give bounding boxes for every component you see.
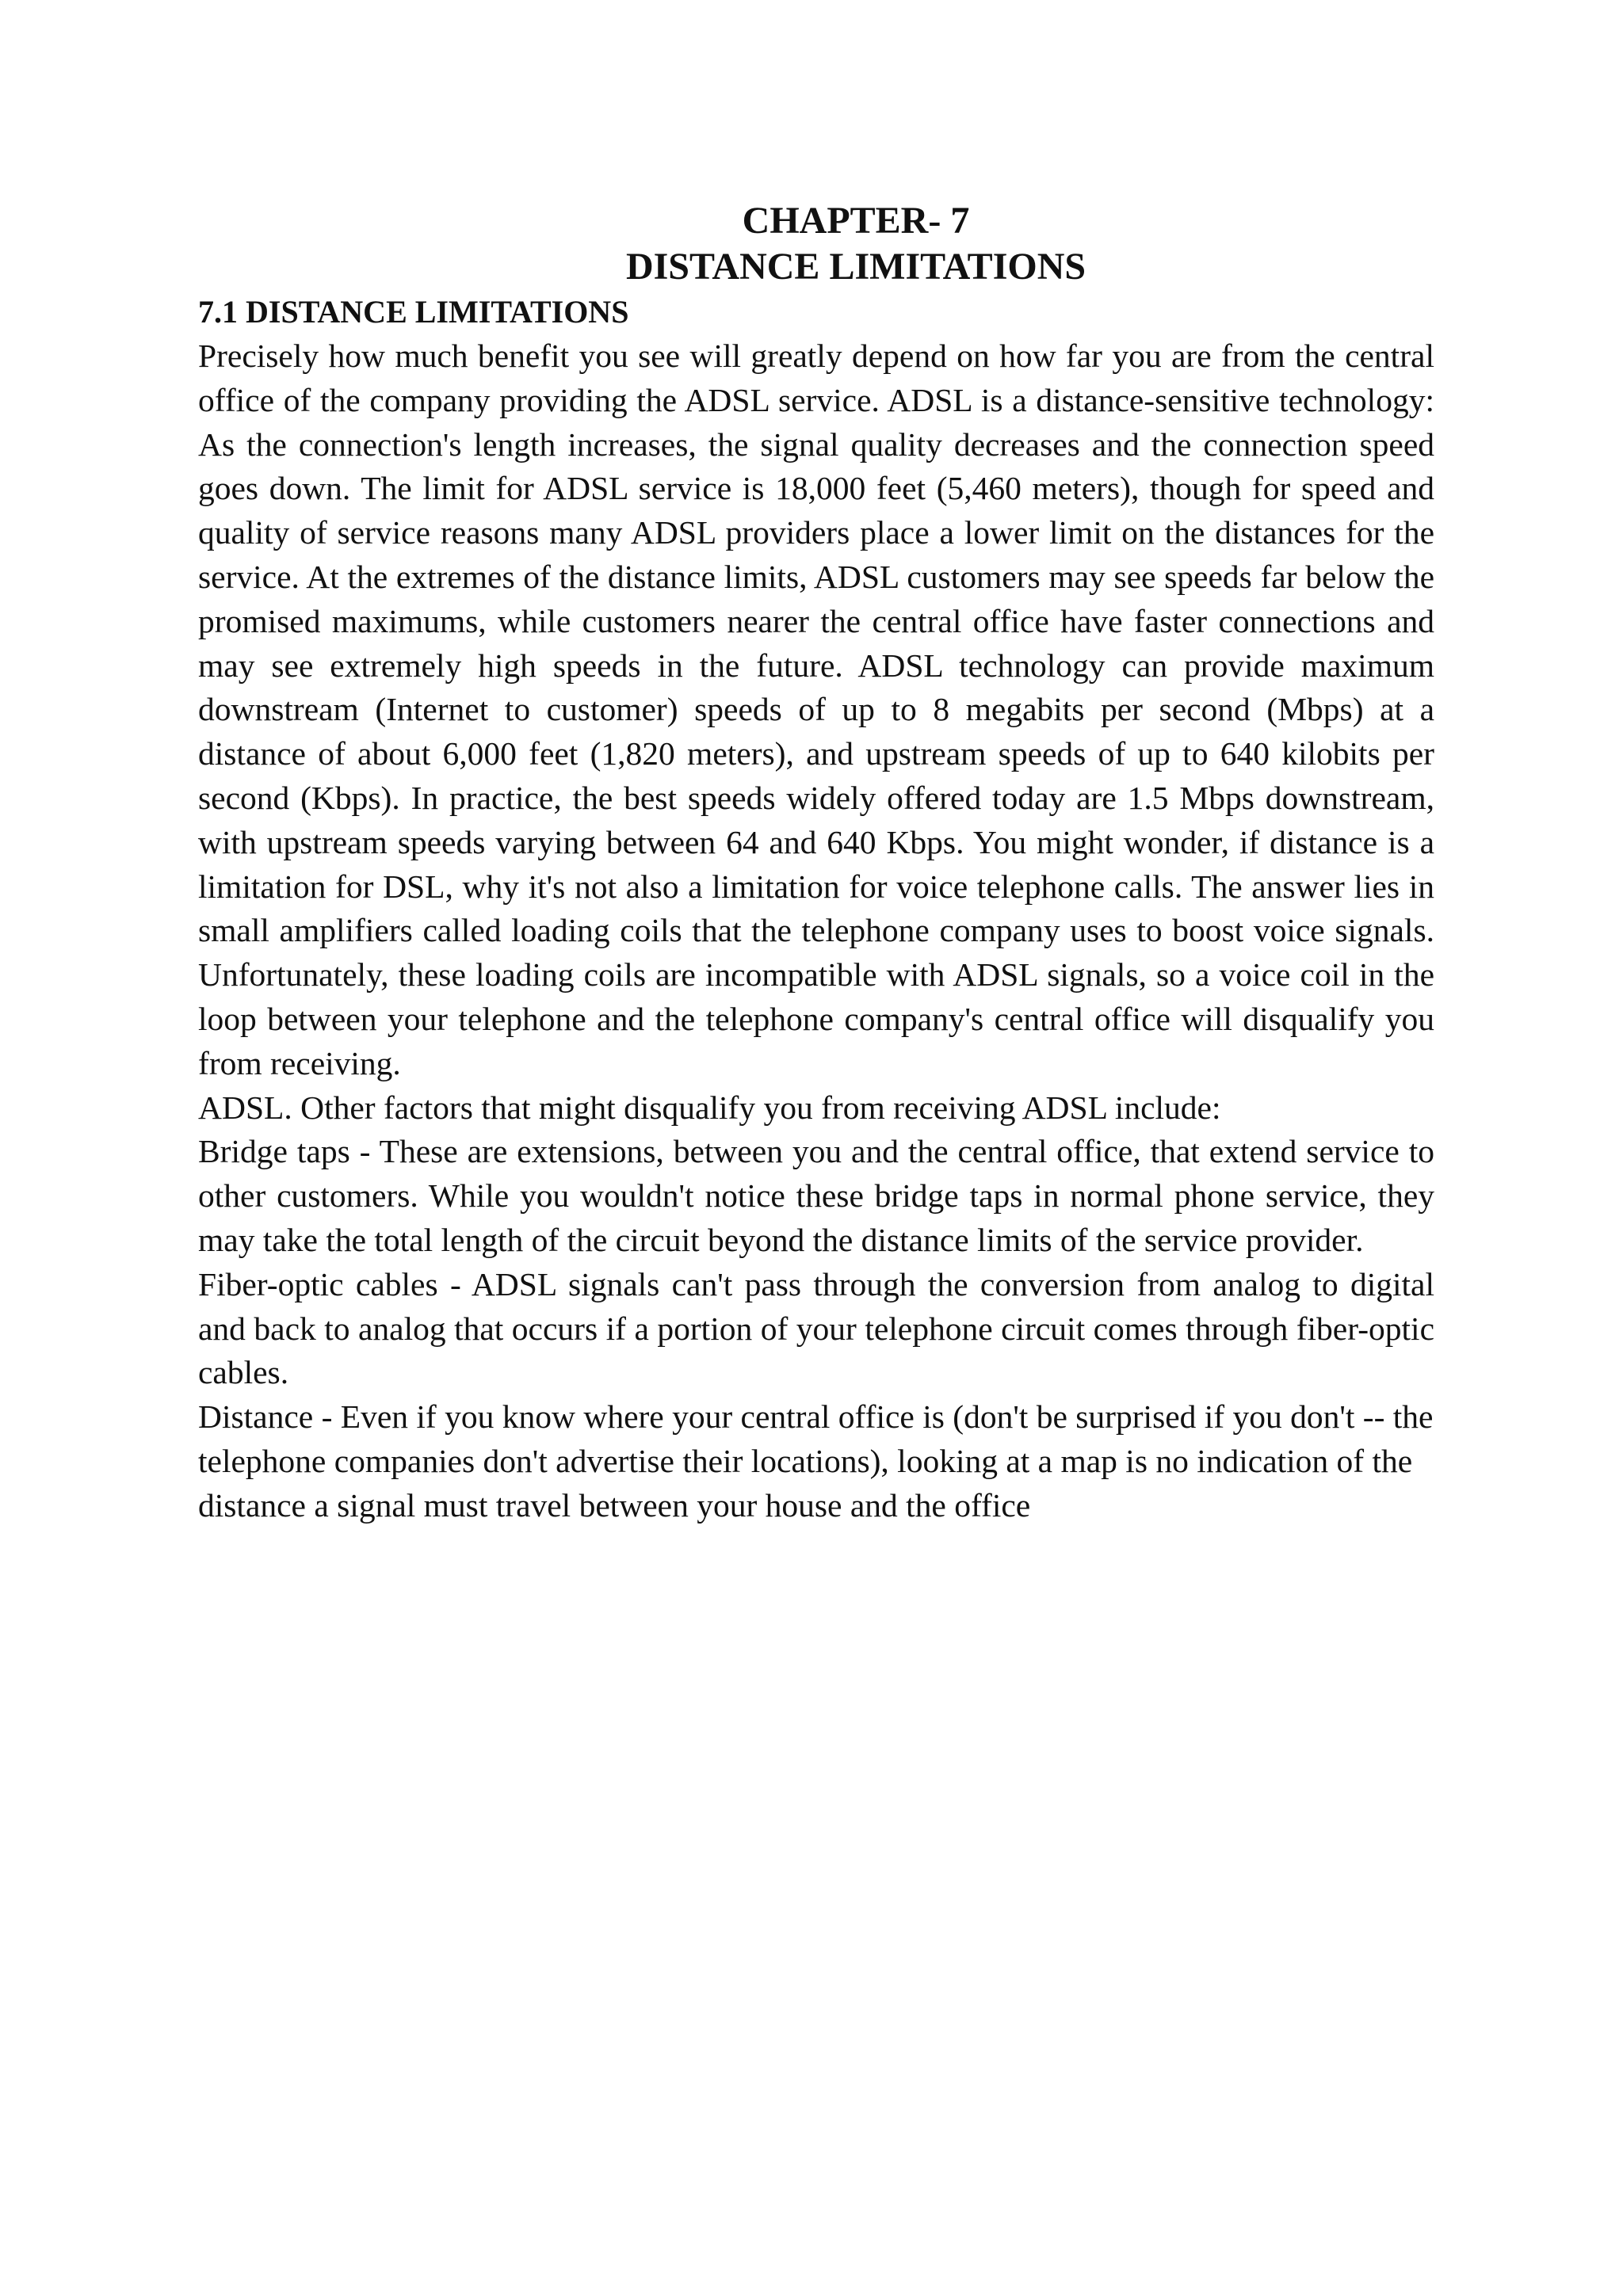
paragraph-fiber-optic: Fiber-optic cables - ADSL signals can't pass through the conversion from analog to digital and back to analog that occurs if a portion of your telephone circuit comes through fiber-optic cables. xyxy=(198,1265,1434,1391)
chapter-title: DISTANCE LIMITATIONS xyxy=(625,246,1086,288)
document-page xyxy=(198,198,1434,1528)
paragraph-distance: Distance - Even if you know where your central office is (don't be surprised if you don't -- the telephone companies don't advertise their locations), looking at a map is no indication of the distance a signal must travel between your house and the office xyxy=(198,1398,1434,1524)
paragraph-distance-overview: Precisely how much benefit you see will greatly depend on how far you are from the central office of the company providing the ADSL service. ADSL is a distance-sensitive technology: As the connection's length increases, the signal quality decreases and the connection speed goes down. The limit for ADSL service is 18,000 feet (5,460 meters), though for speed and quality of service reasons many ADSL providers place a lower limit on the distances for the service. At the extremes of the distance limits, ADSL customers may see speeds far below the promised maximums, while customers nearer the central office have faster connections and may see extremely high speeds in the future. ADSL technology can provide maximum downstream (Internet to customer) speeds of up to 8 megabits per second (Mbps) at a distance of about 6,000 feet (1,820 meters), and upstream speeds of up to 640 kilobits per second (Kbps). In practice, the best speeds widely offered today are 1.5 Mbps downstream, with upstream speeds varying between 64 and 640 Kbps. You might wonder, if distance is a limitation for DSL, why it's not also a limitation for voice telephone calls. The answer lies in small amplifiers called loading coils that the telephone company uses to boost voice signals. Unfortunately, these loading coils are incompatible with ADSL signals, so a voice coil in the loop between your telephone and the telephone company's central office will disqualify you from receiving. xyxy=(198,338,1434,1081)
paragraph-bridge-taps: Bridge taps - These are extensions, between you and the central office, that extend service to other customers. While you wouldn't notice these bridge taps in normal phone service, they may take the total length of the circuit beyond the distance limits of the service provider. xyxy=(198,1133,1434,1258)
paragraph-other-factors: ADSL. Other factors that might disqualify you from receiving ADSL include: xyxy=(198,1089,1221,1126)
chapter-label: CHAPTER- 7 xyxy=(742,200,970,242)
section-heading: 7.1 DISTANCE LIMITATIONS xyxy=(198,294,629,330)
